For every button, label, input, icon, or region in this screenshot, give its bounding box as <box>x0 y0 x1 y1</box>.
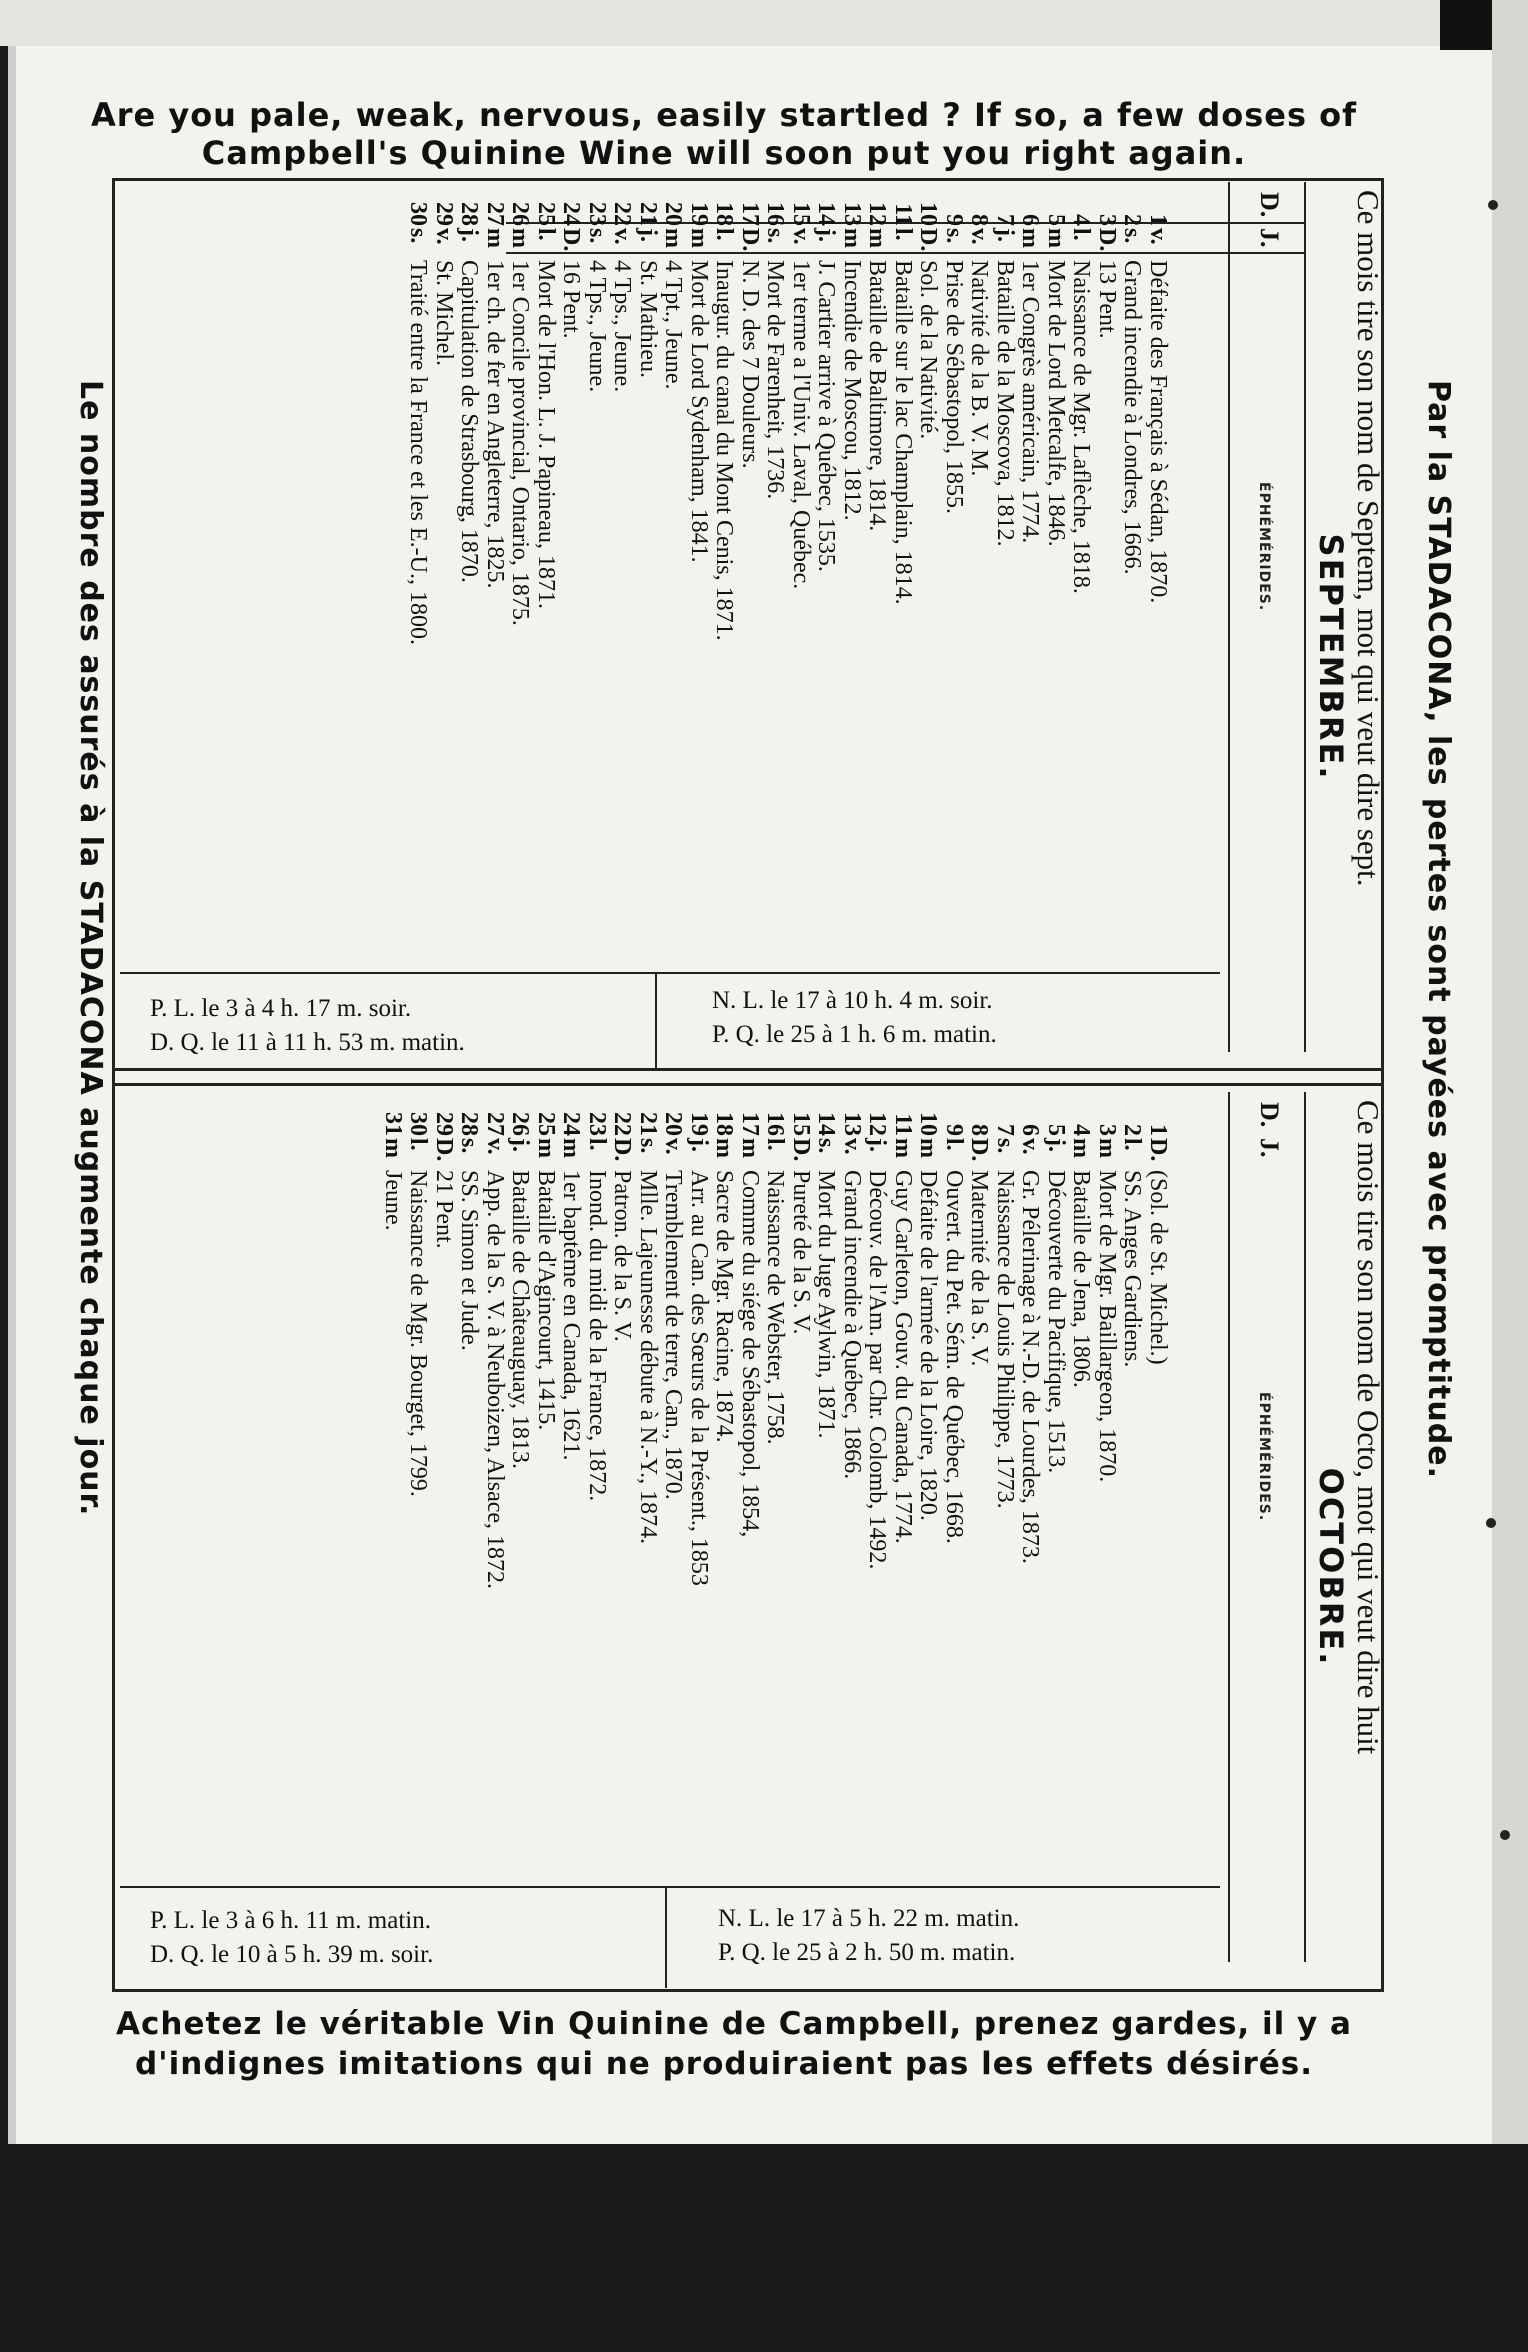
september-weekday: j. <box>456 228 483 242</box>
october-day-number: 3 <box>1094 1124 1120 1136</box>
september-ephemeris: Mort de Lord Sydenham, 1841. <box>686 260 712 563</box>
october-weekday: D. <box>966 1138 993 1162</box>
september-row <box>864 196 890 1056</box>
september-weekday: v. <box>431 228 457 245</box>
september-weekday: v. <box>788 228 814 245</box>
september-ephemeris: Bataille sur le lac Champlain, 1814. <box>890 260 916 605</box>
september-weekday: m <box>507 228 534 248</box>
september-row <box>941 196 967 1056</box>
september-ephemeris: Incendie de Moscou, 1812. <box>839 260 865 521</box>
september-body-rule <box>1228 182 1230 1052</box>
october-weekday: v. <box>1017 1138 1044 1155</box>
october-day-number: 23 <box>584 1112 610 1136</box>
september-day-number: 19 <box>686 202 712 226</box>
october-day-number: 13 <box>839 1112 865 1136</box>
september-ephemeris: 13 Pent. <box>1094 260 1120 339</box>
october-day-number: 21 <box>635 1112 661 1136</box>
september-weekday: s. <box>405 228 432 244</box>
september-weekday: j. <box>992 228 1018 242</box>
september-ephemeris: 1er terme a l'Univ. Laval, Québec. <box>788 260 814 590</box>
september-day-number: 9 <box>941 214 967 226</box>
september-weekday: l. <box>890 228 916 241</box>
october-day-number: 6 <box>1017 1124 1044 1136</box>
october-day-number: 7 <box>992 1124 1018 1136</box>
october-ephemeris: Mort de Mgr. Baillargeon, 1870. <box>1094 1170 1120 1483</box>
october-weekday: s. <box>635 1138 661 1154</box>
september-ephemeris: Prise de Sébastopol, 1855. <box>941 260 967 514</box>
september-day-number: 21 <box>635 202 661 226</box>
september-weekday: v. <box>1145 228 1171 245</box>
right-margin-text: Par la STADACONA, les pertes sont payées avec promptitude. <box>1421 380 1456 1479</box>
september-row <box>1094 196 1120 1056</box>
october-ephemeris: Défaite de l'armée de la Loire, 1820. <box>915 1170 942 1521</box>
september-ephemeris: Mort de l'Hon. L. J. Papineau, 1871. <box>533 260 559 609</box>
advert-top-line-1: Are you pale, weak, nervous, easily startled ? If so, a few doses of <box>90 96 1358 134</box>
october-day-number: 17 <box>737 1112 763 1136</box>
september-row <box>1043 196 1069 1056</box>
september-col-day: D. <box>1255 192 1284 218</box>
september-weekday: D. <box>558 228 585 252</box>
september-ephemeris: 1er Congrès américain, 1774. <box>1017 260 1044 544</box>
october-day-number: 10 <box>915 1112 942 1136</box>
october-col-day: D. <box>1255 1102 1284 1128</box>
october-day-number: 12 <box>864 1112 891 1136</box>
september-ephemeris: N. D. des 7 Douleurs. <box>737 260 763 469</box>
september-ephemeris: 4 Tps., Jeune. <box>609 260 636 393</box>
september-row <box>762 196 788 1056</box>
september-ephemeris: Mort de Farenheit, 1736. <box>762 260 789 500</box>
september-day-number: 8 <box>966 214 993 226</box>
october-weekday: l. <box>1119 1138 1146 1151</box>
september-row <box>686 196 712 1056</box>
october-day-number: 4 <box>1068 1124 1095 1136</box>
october-ephemeris: Gr. Pélerinage à N.-D. de Lourdes, 1873. <box>1017 1170 1044 1564</box>
october-weekday: j. <box>864 1138 891 1152</box>
october-ephemeris: Ouvert. du Pet. Sém. de Québec, 1668. <box>941 1170 967 1544</box>
september-day-number: 1 <box>1145 214 1171 226</box>
october-day-number: 19 <box>686 1112 712 1136</box>
september-day-number: 7 <box>992 214 1018 226</box>
september-weekday: v. <box>966 228 993 245</box>
september-note: Ce mois tire son nom de Septem, mot qui veut dire sept. <box>1351 190 1386 887</box>
october-day-number: 16 <box>762 1112 789 1136</box>
october-weekday: s. <box>813 1138 840 1154</box>
left-margin-text: Le nombre des assurés à la STADACONA augmente chaque jour. <box>73 380 108 1517</box>
september-day-number: 25 <box>533 202 559 226</box>
october-weekday: D. <box>431 1138 457 1162</box>
september-row <box>890 196 916 1056</box>
september-day-number: 12 <box>864 202 891 226</box>
september-row <box>1017 196 1043 1056</box>
october-ephemeris: Naissance de Louis Philippe, 1773. <box>992 1170 1018 1509</box>
september-row <box>1119 196 1145 1056</box>
september-moon-full: P. L. le 3 à 4 h. 17 m. soir. <box>150 995 412 1022</box>
september-row <box>584 196 610 1056</box>
september-weekday: m <box>482 228 508 248</box>
september-day-number: 16 <box>762 202 789 226</box>
october-weekday: l. <box>584 1138 610 1151</box>
september-row <box>635 196 661 1056</box>
september-day-number: 24 <box>558 202 585 226</box>
september-weekday: s. <box>584 228 610 244</box>
october-ephemeris: Naissance de Webster, 1758. <box>762 1170 789 1445</box>
october-day-number: 30 <box>405 1112 432 1136</box>
advert-bottom-line-2: d'indignes imitations qui ne produiraient pas les effets désirés. <box>134 2046 1313 2082</box>
october-ephemeris: Tremblement de terre, Can., 1870. <box>660 1170 687 1500</box>
september-row <box>660 196 686 1056</box>
september-day-number: 29 <box>431 202 457 226</box>
september-ephemeris: Nativité de la B. V. M. <box>966 260 993 477</box>
september-row <box>558 196 584 1056</box>
september-day-number: 30 <box>405 202 432 226</box>
october-ephemeris: SS. Anges Gardiens. <box>1119 1170 1146 1368</box>
september-weekday: l. <box>533 228 559 241</box>
september-weekday: j. <box>813 228 840 242</box>
september-day-number: 13 <box>839 202 865 226</box>
september-day-number: 20 <box>660 202 687 226</box>
october-weekday: m <box>558 1138 585 1158</box>
september-weekday: s. <box>1119 228 1146 244</box>
october-ephemeris: 1er baptême en Canada, 1621. <box>558 1170 585 1461</box>
september-ephemeris: 16 Pent. <box>558 260 585 339</box>
september-day-number: 23 <box>584 202 610 226</box>
september-moon-last-quarter: D. Q. le 11 à 11 h. 53 m. matin. <box>150 1029 465 1056</box>
october-weekday: m <box>890 1138 916 1158</box>
october-day-number: 8 <box>966 1124 993 1136</box>
october-weekday: l. <box>405 1138 432 1151</box>
october-ephemeris: Sacre de Mgr. Racine, 1874. <box>711 1170 738 1443</box>
september-day-number: 4 <box>1068 214 1095 226</box>
september-title: SEPTEMBRE. <box>1312 533 1350 781</box>
september-day-number: 18 <box>711 202 738 226</box>
october-ephemeris: Guy Carleton, Gouv. du Canada, 1774. <box>890 1170 916 1544</box>
september-ephemeris: Mort de Lord Metcalfe, 1846. <box>1043 260 1069 547</box>
month-divider <box>112 1068 1384 1086</box>
september-row <box>966 196 992 1056</box>
october-day-number: 25 <box>533 1112 559 1136</box>
september-ephemeris: Inaugur. du canal du Mont Cenis, 1871. <box>711 260 738 641</box>
october-ephemeris: Comme du siége de Sébastopol, 1854, <box>737 1170 763 1538</box>
october-weekday: s. <box>456 1138 483 1154</box>
september-col-ephemerides: ÉPHÉMÉRIDES. <box>1256 482 1272 612</box>
october-day-number: 11 <box>890 1113 916 1136</box>
october-ephemeris: Naissance de Mgr. Bourget, 1799. <box>405 1170 432 1497</box>
september-day-number: 14 <box>813 202 840 226</box>
october-weekday: j. <box>686 1138 712 1152</box>
october-note: Ce mois tire son nom de Octo, mot qui veut dire huit <box>1351 1100 1386 1755</box>
september-row <box>533 196 559 1056</box>
october-weekday: m <box>711 1138 738 1158</box>
september-moon-top-rule <box>120 972 1220 974</box>
september-ephemeris: J. Cartier arrive à Québec, 1535. <box>813 260 840 572</box>
september-moon-rule <box>655 974 657 1070</box>
october-weekday: m <box>533 1138 559 1158</box>
october-weekday: m <box>1068 1138 1095 1158</box>
advert-bottom-line-1: Achetez le véritable Vin Quinine de Campbell, prenez gardes, il y a <box>116 2006 1352 2042</box>
september-ephemeris: Capitulation de Strasbourg, 1870. <box>456 260 483 583</box>
october-moon-top-rule <box>120 1886 1220 1888</box>
october-weekday: m <box>737 1138 763 1158</box>
september-day-number: 3 <box>1094 214 1120 226</box>
october-weekday: D. <box>609 1138 636 1162</box>
october-day-number: 14 <box>813 1112 840 1136</box>
september-day-number: 2 <box>1119 214 1146 226</box>
october-ephemeris: SS. Simon et Jude. <box>456 1170 483 1351</box>
october-ephemeris: 21 Pent. <box>431 1170 457 1249</box>
october-ephemeris: Découv. de l'Am. par Chr. Colomb, 1492. <box>864 1170 891 1570</box>
september-day-number: 11 <box>890 203 916 226</box>
september-ephemeris: Sol. de la Nativité. <box>915 260 942 440</box>
october-day-number: 29 <box>431 1112 457 1136</box>
october-day-number: 28 <box>456 1112 483 1136</box>
september-ephemeris: 4 Tps., Jeune. <box>584 260 610 393</box>
september-day-number: 10 <box>915 202 942 226</box>
october-weekday: l. <box>762 1138 789 1151</box>
september-ephemeris: Naissance de Mgr. Laflèche, 1818. <box>1068 260 1095 594</box>
october-weekday: j. <box>507 1138 534 1152</box>
september-moon-first-quarter: P. Q. le 25 à 1 h. 6 m. matin. <box>712 1021 997 1048</box>
september-weekday: m <box>839 228 865 248</box>
september-day-number: 5 <box>1043 214 1069 226</box>
october-col-ephemerides: ÉPHÉMÉRIDES. <box>1256 1392 1272 1522</box>
september-weekday: j. <box>635 228 661 242</box>
october-ephemeris: Mlle. Lajeunesse débute à N.-Y., 1874. <box>635 1170 661 1545</box>
october-day-number: 9 <box>941 1124 967 1136</box>
september-moon-new: N. L. le 17 à 10 h. 4 m. soir. <box>712 987 993 1014</box>
september-ephemeris: Bataille de la Moscova, 1812. <box>992 260 1018 547</box>
september-weekday: D. <box>915 228 942 252</box>
october-day-number: 27 <box>482 1112 508 1136</box>
september-row <box>482 196 508 1056</box>
september-row <box>609 196 635 1056</box>
october-moon-full: P. L. le 3 à 6 h. 11 m. matin. <box>150 1907 431 1934</box>
page-top-edge <box>0 0 1528 46</box>
september-day-number: 28 <box>456 202 483 226</box>
october-day-number: 5 <box>1043 1124 1069 1136</box>
september-row <box>1068 196 1094 1056</box>
september-table <box>20 196 1170 1066</box>
september-ephemeris: 4 Tpt., Jeune. <box>660 260 687 390</box>
september-row <box>992 196 1018 1056</box>
september-ephemeris: 1er ch. de fer en Angleterre, 1825. <box>482 260 508 589</box>
september-row <box>431 196 457 1056</box>
september-day-number: 6 <box>1017 214 1044 226</box>
september-weekday: l. <box>1068 228 1095 241</box>
october-weekday: j. <box>1043 1138 1069 1152</box>
september-weekday: m <box>864 228 891 248</box>
october-ephemeris: Maternité de la S. V. <box>966 1170 993 1367</box>
september-ephemeris: St. Mathieu. <box>635 260 661 378</box>
october-weekday: s. <box>992 1138 1018 1154</box>
october-day-number: 20 <box>660 1112 687 1136</box>
october-ephemeris: Pureté de la S. V. <box>788 1170 814 1335</box>
september-day-number: 17 <box>737 202 763 226</box>
september-weekday: v. <box>609 228 636 245</box>
september-row <box>839 196 865 1056</box>
october-day-number: 22 <box>609 1112 636 1136</box>
september-weekday: D. <box>1094 228 1120 252</box>
october-weekday: D. <box>788 1138 814 1162</box>
october-weekday: l. <box>941 1138 967 1151</box>
october-ephemeris: Grand incendie à Québec, 1866. <box>839 1170 865 1480</box>
september-day-number: 27 <box>482 202 508 226</box>
september-ephemeris: Grand incendie à Londres, 1666. <box>1119 260 1146 575</box>
september-row <box>737 196 763 1056</box>
october-ephemeris: Inond. du midi de la France, 1872. <box>584 1170 610 1502</box>
september-ephemeris: Traité entre la France et les E.-U., 1800. <box>405 260 432 645</box>
october-header-rule <box>1304 1092 1306 1962</box>
october-weekday: v. <box>482 1138 508 1155</box>
october-ephemeris: Bataille d'Agincourt, 1415. <box>533 1170 559 1431</box>
october-day-number: 15 <box>788 1112 814 1136</box>
september-row <box>788 196 814 1056</box>
september-weekday: D. <box>737 228 763 252</box>
october-weekday: m <box>380 1138 406 1158</box>
september-ephemeris: St. Michel. <box>431 260 457 366</box>
october-moon-new: N. L. le 17 à 5 h. 22 m. matin. <box>718 1905 1020 1932</box>
october-day-number: 18 <box>711 1112 738 1136</box>
october-ephemeris: Bataille de Jena, 1806. <box>1068 1170 1095 1388</box>
october-ephemeris: App. de la S. V. à Neuboizen, Alsace, 1872. <box>482 1170 508 1590</box>
september-weekday: m <box>1043 228 1069 248</box>
october-weekday: v. <box>839 1138 865 1155</box>
october-ephemeris: Arr. au Can. des Sœurs de la Présent., 1853 <box>686 1170 712 1586</box>
september-row <box>711 196 737 1056</box>
october-ephemeris: Patron. de la S. V. <box>609 1170 636 1342</box>
september-weekday: l. <box>711 228 738 241</box>
october-weekday: D. <box>1145 1138 1171 1162</box>
october-ephemeris: Découverte du Pacifique, 1513. <box>1043 1170 1069 1474</box>
september-weekday: m <box>686 228 712 248</box>
september-weekday: m <box>660 228 687 248</box>
october-day-number: 24 <box>558 1112 585 1136</box>
october-title: OCTOBRE. <box>1312 1467 1350 1667</box>
september-header-rule <box>1304 182 1306 1052</box>
october-moon-first-quarter: P. Q. le 25 à 2 h. 50 m. matin. <box>718 1939 1016 1966</box>
september-ephemeris: Bataille de Baltimore, 1814. <box>864 260 891 532</box>
october-moon-last-quarter: D. Q. le 10 à 5 h. 39 m. soir. <box>150 1941 434 1968</box>
september-weekday: m <box>1017 228 1044 248</box>
october-ephemeris: Mort du Juge Aylwin, 1871. <box>813 1170 840 1439</box>
september-row <box>456 196 482 1056</box>
september-row <box>1145 196 1171 1056</box>
september-ephemeris: Défaite des Français à Sédan, 1870. <box>1145 260 1171 604</box>
october-weekday: m <box>915 1138 942 1158</box>
september-row <box>915 196 941 1056</box>
september-weekday: s. <box>762 228 789 244</box>
october-weekday: v. <box>660 1138 687 1155</box>
october-day-number: 31 <box>380 1112 406 1136</box>
october-moon-rule <box>665 1888 667 1988</box>
advert-top-line-2: Campbell's Quinine Wine will soon put you right again. <box>201 134 1247 172</box>
october-ephemeris: Jeune. <box>380 1170 406 1231</box>
september-weekday: s. <box>941 228 967 244</box>
september-day-number: 26 <box>507 202 534 226</box>
october-ephemeris: (Sol. de St. Michel.) <box>1145 1170 1171 1365</box>
october-weekday: m <box>1094 1138 1120 1158</box>
september-day-number: 22 <box>609 202 636 226</box>
september-ephemeris: 1er Concile provincial, Ontario, 1875. <box>507 260 534 626</box>
october-body-rule <box>1228 1092 1230 1962</box>
september-row <box>507 196 533 1056</box>
october-ephemeris: Bataille de Châteauguay, 1813. <box>507 1170 534 1470</box>
october-panel <box>1255 1092 1528 2352</box>
september-col-weekday: J. <box>1255 228 1284 248</box>
september-day-number: 15 <box>788 202 814 226</box>
september-row <box>813 196 839 1056</box>
october-day-number: 26 <box>507 1112 534 1136</box>
october-col-weekday: J. <box>1255 1138 1284 1158</box>
october-day-number: 2 <box>1119 1124 1146 1136</box>
september-row <box>405 196 431 1056</box>
october-day-number: 1 <box>1145 1124 1171 1136</box>
